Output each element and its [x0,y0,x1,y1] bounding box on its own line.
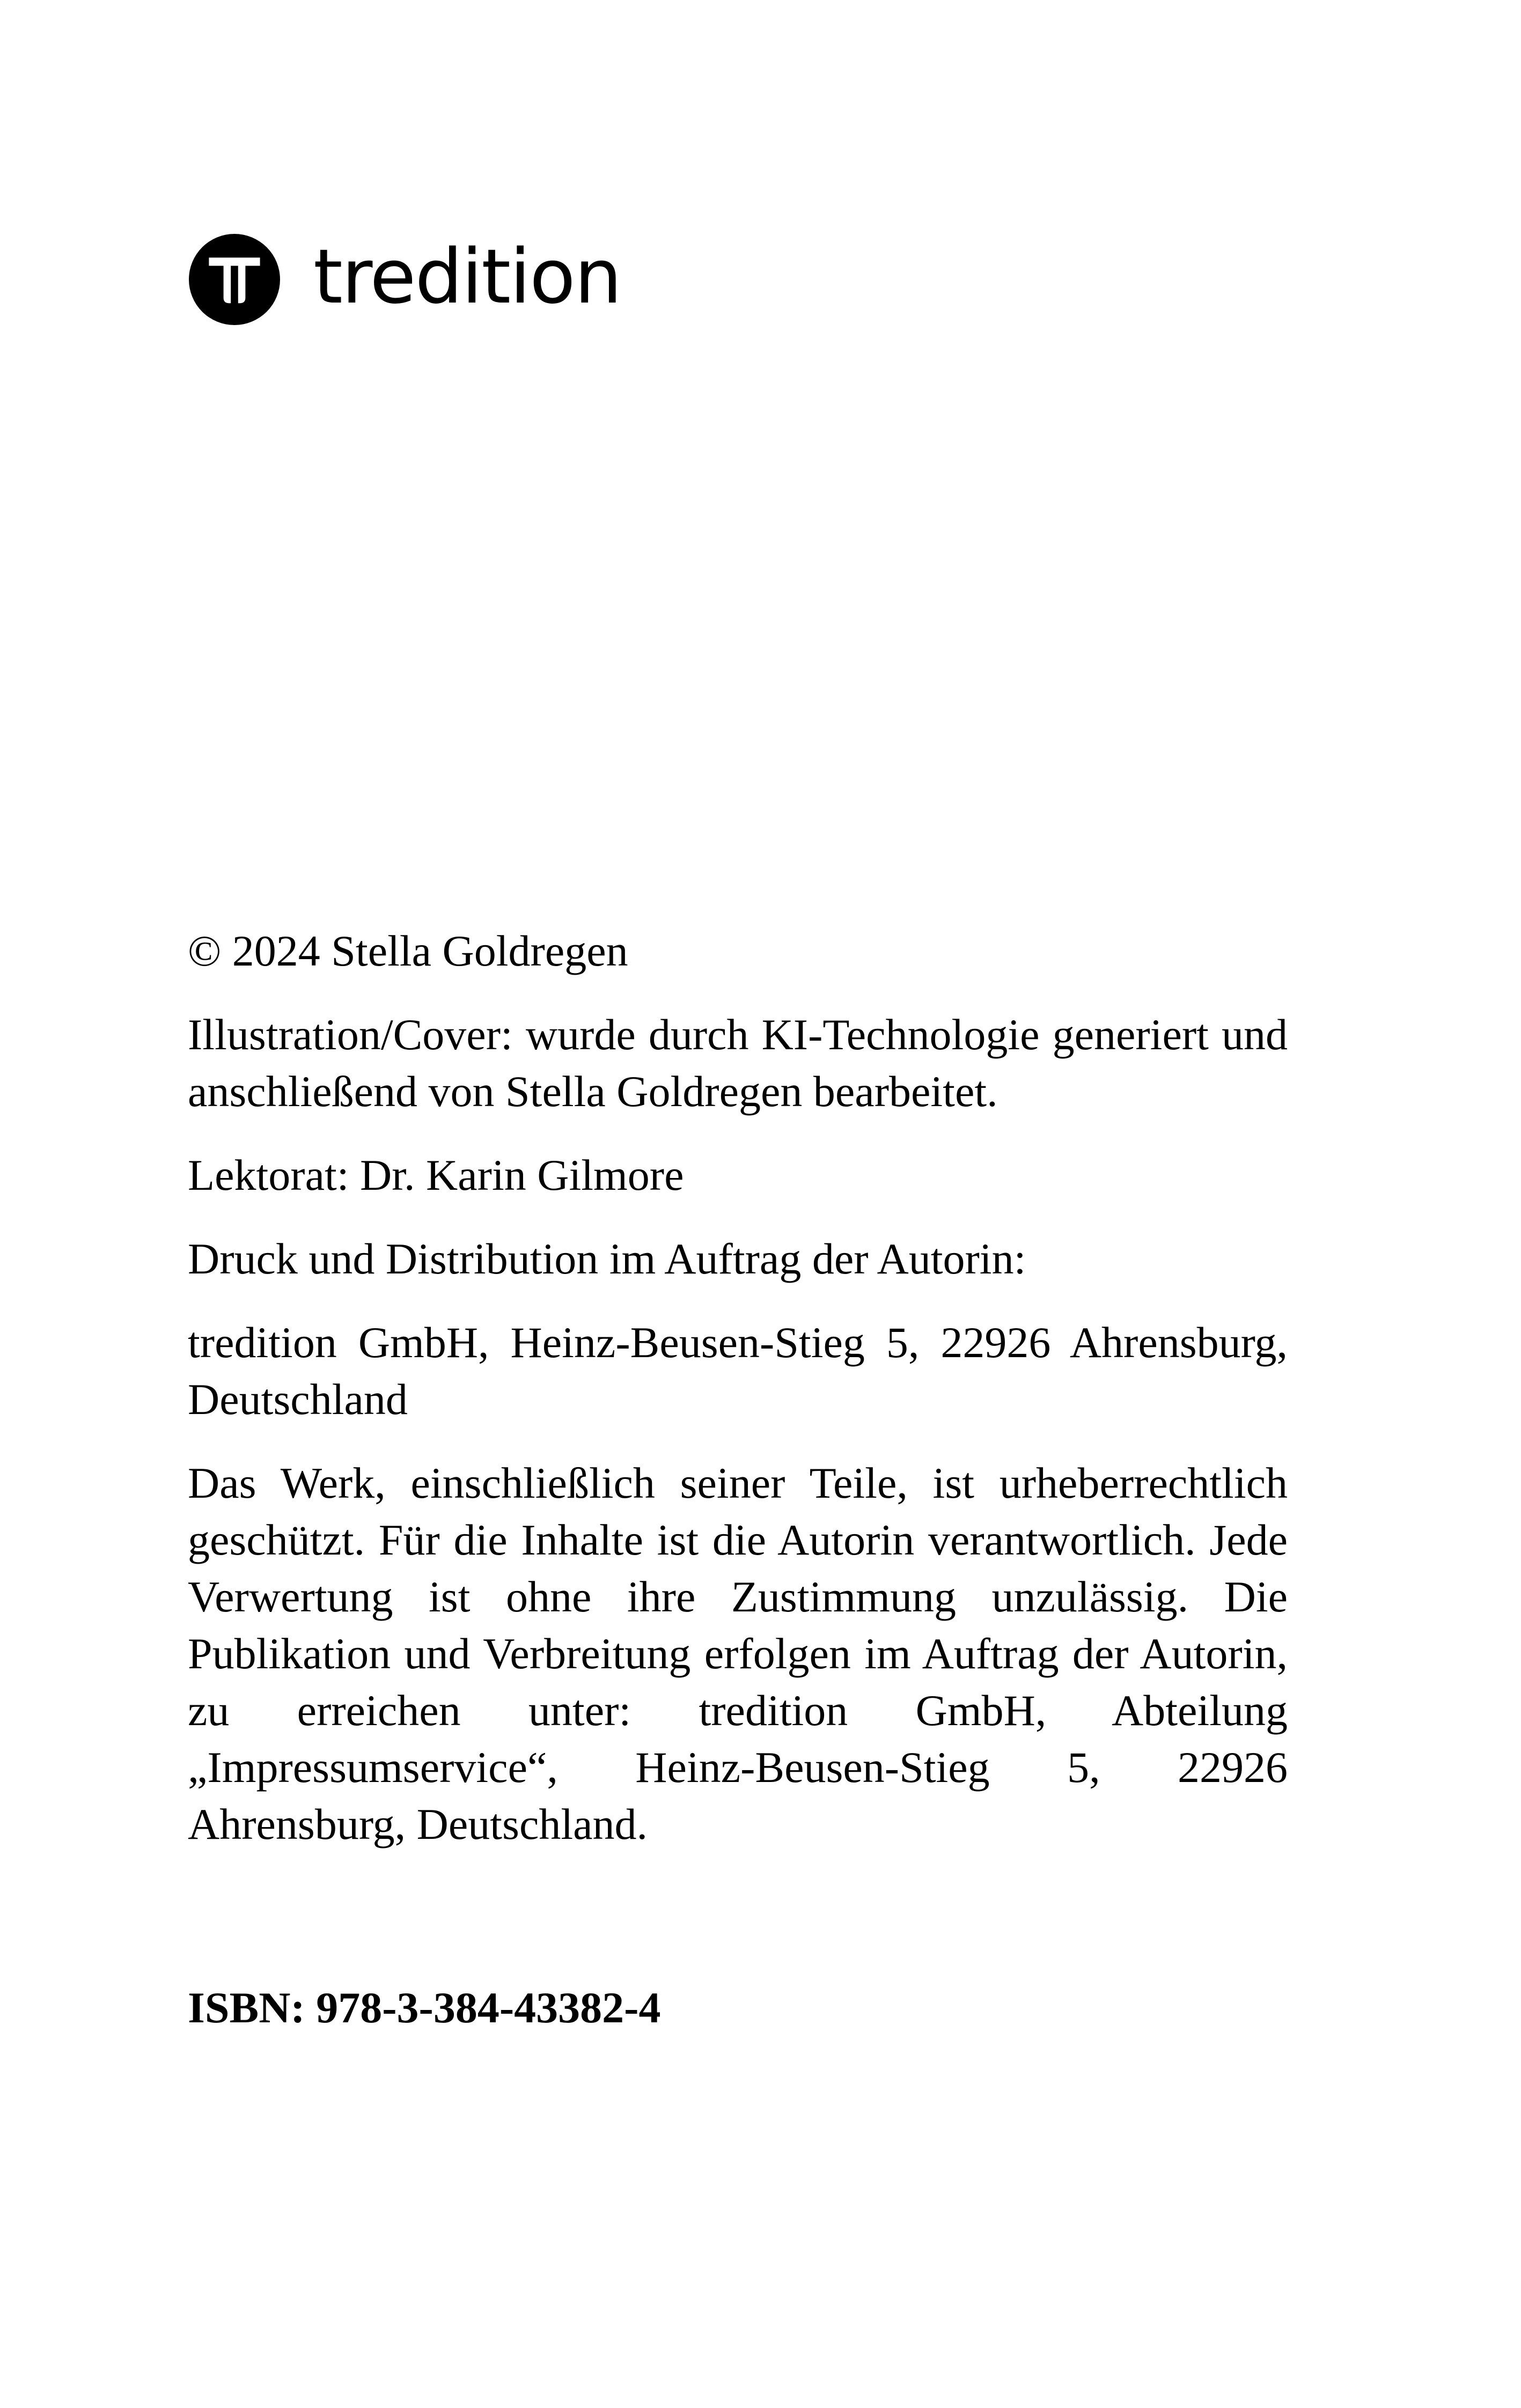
illustration-credit: Illustration/Cover: wurde durch KI-Technologie generiert und anschließend von Stella Goldregen bearbeitet. [188,1010,1288,1116]
copyright-line: © 2024 Stella Goldregen [188,926,628,975]
publisher-logo [189,234,621,325]
tredition-logo-icon [189,234,280,325]
legal-notice: Das Werk, einschließlich seiner Teile, ist urheberrechtlich geschützt. Für die Inhalte ist die Autorin verantwortlich. Jede Verwertung ist ohne ihre Zustimmung unzulässig. Die Publikation und Verbreitung erfolgen im Auftrag der Autorin, zu erreichen unter: tredition GmbH, Abteilung „Impressumservice“, Heinz-Beusen-Stieg 5, 22926 Ahrensburg, Deutschland. [188,1459,1288,1849]
publisher-name: tredition [313,233,621,321]
publisher-address: tredition GmbH, Heinz-Beusen-Stieg 5, 22926 Ahrensburg, Deutschland [188,1318,1288,1424]
isbn: ISBN: 978-3-384-43382-4 [188,1983,661,2032]
editing-credit: Lektorat: Dr. Karin Gilmore [188,1151,684,1199]
imprint-block [188,923,1288,1880]
printing-credit: Druck und Distribution im Auftrag der Autorin: [188,1234,1026,1283]
